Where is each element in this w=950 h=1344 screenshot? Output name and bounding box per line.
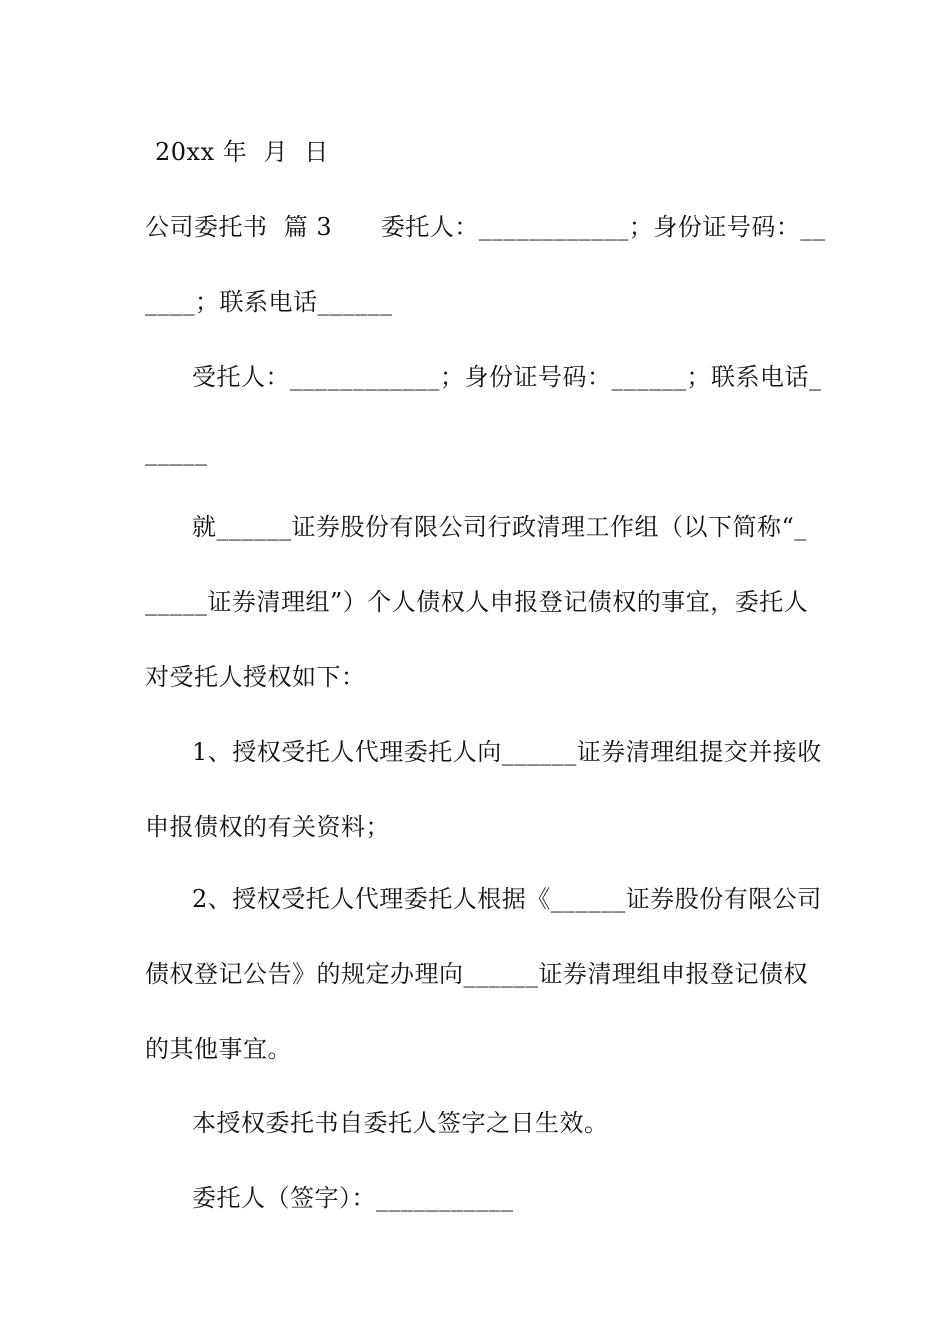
item-1-line-1: 1、授权受托人代理委托人向______证券清理组提交并接收 (192, 738, 822, 766)
entrustment-title-line: 公司委托书 篇 3 委托人：____________；身份证号码：__ (145, 213, 826, 241)
effective-clause-line: 本授权委托书自委托人签字之日生效。 (192, 1109, 609, 1137)
signature-line: 委托人（签字）：___________ (192, 1184, 514, 1212)
trustee-line: 受托人：____________；身份证号码：______；联系电话_ (192, 363, 822, 391)
paragraph-intro-line-1: 就______证券股份有限公司行政清理工作组（以下简称“_ (192, 513, 807, 541)
date-line: 20xx 年 月 日 (155, 138, 329, 166)
item-2-line-2: 债权登记公告》的规定办理向______证券清理组申报登记债权 (145, 960, 808, 988)
paragraph-intro-line-3: 对受托人授权如下： (145, 663, 366, 691)
paragraph-intro-line-2: _____证券清理组”）个人债权人申报登记债权的事宜，委托人 (145, 588, 809, 616)
entrustor-phone-line: ____；联系电话______ (145, 288, 393, 316)
item-2-line-3: 的其他事宜。 (145, 1035, 292, 1063)
item-1-line-2: 申报债权的有关资料； (145, 813, 390, 841)
trustee-phone-line: _____ (145, 438, 208, 466)
item-2-line-1: 2、授权受托人代理委托人根据《______证券股份有限公司 (192, 885, 822, 913)
